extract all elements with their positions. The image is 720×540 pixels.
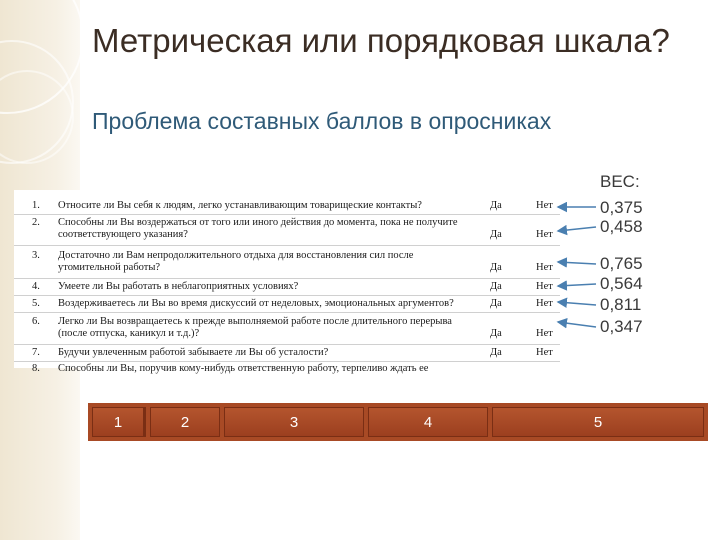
- table-row: [14, 316, 560, 345]
- questionnaire-image: [14, 190, 560, 374]
- question-text: Достаточно ли Вам непродолжительного отдыха для восстановления сил после утомительной работы?: [58, 250, 414, 273]
- weight-value: 0,458: [600, 217, 643, 236]
- answer-no: Нет: [536, 347, 553, 358]
- slide-subtitle: Проблема составных баллов в опросниках: [92, 108, 552, 134]
- weight-value: 0,765: [600, 254, 643, 273]
- table-row: [14, 298, 560, 313]
- weight-arrow: [558, 262, 596, 264]
- question-text: Будучи увлеченным работой забываете ли Вы об усталости?: [58, 347, 329, 358]
- table-row: [14, 347, 560, 362]
- question-number: 7.: [32, 347, 40, 358]
- scale-cell-1: 1: [92, 407, 144, 437]
- question-number: 1.: [32, 200, 40, 211]
- weight-arrow: [558, 227, 596, 231]
- answer-yes: Да: [490, 298, 502, 309]
- table-row: [14, 363, 560, 377]
- answer-no: Нет: [536, 298, 553, 309]
- weight-arrow: [558, 284, 596, 286]
- table-row: [14, 200, 560, 215]
- question-text: Способны ли Вы воздержаться от того или иного действия до момента, пока не получите соответствующего указания?: [58, 217, 458, 240]
- question-number: 2.: [32, 217, 40, 228]
- question-text: Способны ли Вы, поручив кому-нибудь ответственную работу, терпеливо ждать ее: [58, 363, 429, 374]
- weight-value: 0,564: [600, 274, 643, 293]
- question-text: Относите ли Вы себя к людям, легко устанавливающим товарищеские контакты?: [58, 200, 422, 211]
- answer-no: Нет: [536, 281, 553, 292]
- scale-divider: [144, 407, 146, 437]
- weight-arrow: [558, 322, 596, 327]
- ordinal-scale-bar: [88, 403, 708, 441]
- weight-value: 0,347: [600, 317, 643, 336]
- table-row: [14, 217, 560, 246]
- answer-yes: Да: [490, 328, 502, 339]
- question-number: 5.: [32, 298, 40, 309]
- question-number: 3.: [32, 250, 40, 261]
- weight-value: 0,375: [600, 198, 643, 217]
- answer-yes: Да: [490, 262, 502, 273]
- answer-yes: Да: [490, 200, 502, 211]
- table-row: [14, 281, 560, 296]
- table-row: [14, 250, 560, 279]
- answer-no: Нет: [536, 262, 553, 273]
- question-text: Легко ли Вы возвращаетесь к прежде выполняемой работе после длительного перерыва (после отпуска, каникул и т.д.)?: [58, 316, 452, 339]
- weight-value: 0,811: [600, 295, 642, 314]
- slide-title: Метрическая или порядковая шкала?: [92, 22, 670, 59]
- scale-cell-2: 2: [150, 407, 220, 437]
- weight-arrow: [558, 302, 596, 305]
- scale-cell-3: 3: [224, 407, 364, 437]
- answer-no: Нет: [536, 229, 553, 240]
- question-number: 6.: [32, 316, 40, 327]
- scale-cell-5: 5: [492, 407, 704, 437]
- answer-no: Нет: [536, 200, 553, 211]
- question-number: 8.: [32, 363, 40, 374]
- answer-yes: Да: [490, 347, 502, 358]
- answer-yes: Да: [490, 229, 502, 240]
- scale-cell-4: 4: [368, 407, 488, 437]
- answer-no: Нет: [536, 328, 553, 339]
- answer-yes: Да: [490, 281, 502, 292]
- weights-label: ВЕС:: [600, 172, 640, 191]
- question-number: 4.: [32, 281, 40, 292]
- question-text: Умеете ли Вы работать в неблагоприятных условиях?: [58, 281, 299, 292]
- question-text: Воздерживаетесь ли Вы во время дискуссий от неделовых, эмоциональных аргументов?: [58, 298, 454, 309]
